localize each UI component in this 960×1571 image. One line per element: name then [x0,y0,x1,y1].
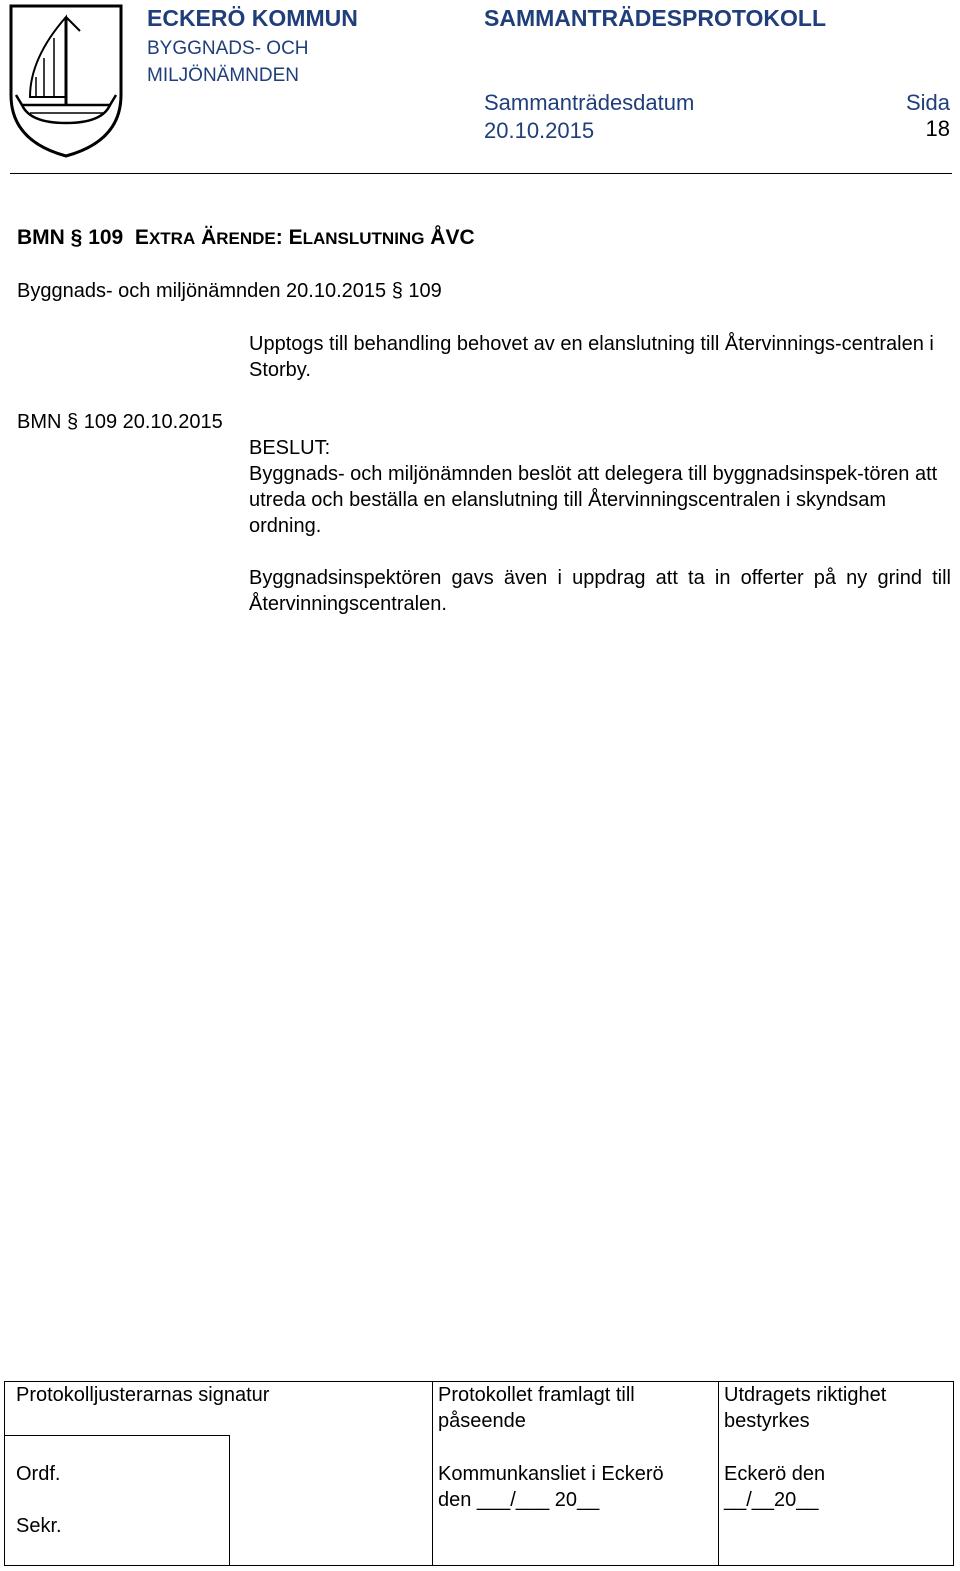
table-divider [229,1435,230,1565]
municipal-coat-of-arms-logo [8,3,124,159]
section-sign-icon: § [67,411,79,433]
signature-column-header: Protokolljusterarnas signatur [16,1384,270,1406]
presented-location: Kommunkansliet i Eckerö [438,1463,664,1485]
chairman-label: Ordf. [16,1463,61,1485]
decision-reference: BMN § 109 20.10.2015 [17,411,223,433]
header-divider [10,173,952,174]
page-number: 18 [925,116,950,141]
title-part-1: EXTRA [134,226,196,249]
table-divider [718,1382,719,1565]
certified-date-blank: __/__20__ [724,1489,819,1511]
certified-location: Eckerö den [724,1463,826,1485]
department-name-line1: BYGGNADS- OCH [147,38,309,59]
section-number: 109 [88,226,124,249]
secretary-label: Sekr. [16,1515,62,1537]
additional-paragraph: Byggnadsinspektören gavs även i uppdrag att ta in offerter på ny grind till Återvinningscentralen. [249,567,951,615]
document-type: SAMMANTRÄDESPROTOKOLL [484,5,827,31]
table-divider [432,1382,433,1565]
title-part-2: ÄRENDE: [201,226,283,249]
item-title [17,226,475,250]
section-sign-icon: § [391,280,403,302]
meeting-date: 20.10.2015 [484,118,595,143]
page-label: Sida [905,90,950,115]
signature-table [4,1381,954,1566]
item-reference: Byggnads- och miljönämnden 20.10.2015 § 109 [17,280,442,302]
title-part-4: ÅVC [430,226,475,249]
organization-name: ECKERÖ KOMMUN [147,5,358,31]
decision-paragraph: Byggnads- och miljönämnden beslöt att delegera till byggnadsinspek-tören att utreda och beställa en elanslutning till Återvinningscentralen i skyndsam ordning. [249,463,938,537]
section-prefix: BMN [17,226,65,249]
title-part-3: ELANSLUTNING [288,226,425,249]
intro-paragraph: Upptogs till behandling behovet av en elanslutning till Återvinnings-centralen i Storby. [249,333,934,381]
department-name-line2: MILJÖNÄMNDEN [147,65,300,86]
presented-date-blank: den ___/___ 20__ [438,1489,600,1511]
presented-column-header: Protokollet framlagt till påseende [438,1384,635,1432]
section-sign-icon: § [70,226,83,249]
decision-label: BESLUT: [249,437,331,459]
certified-column-header: Utdragets riktighet bestyrkes [724,1384,887,1432]
meeting-date-label: Sammanträdesdatum [484,90,695,115]
table-divider [5,1435,229,1436]
